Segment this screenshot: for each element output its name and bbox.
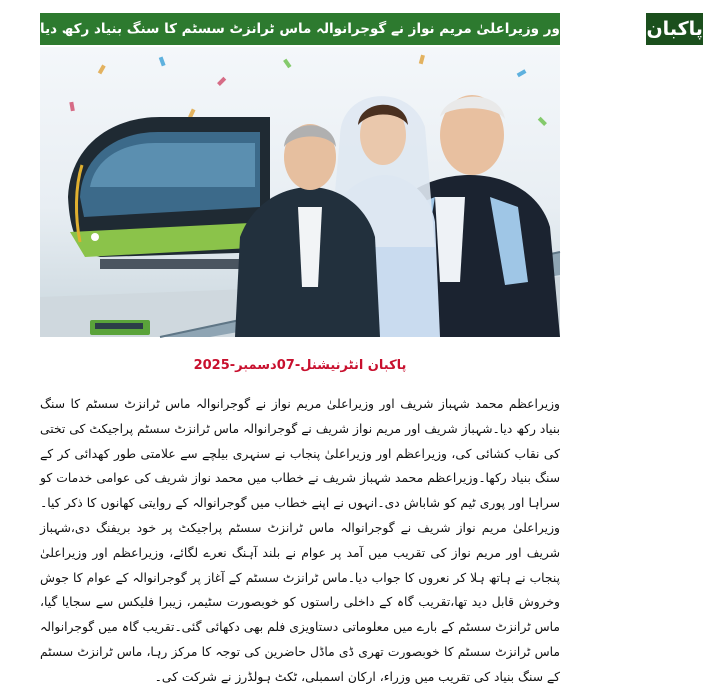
dateline: پاکبان انٹرنیشنل-07دسمبر-2025 (193, 358, 407, 373)
article-body (40, 392, 560, 690)
brand-logo: پاکبان (644, 13, 702, 45)
headline-bar (40, 13, 703, 45)
article-paragraph: وزیراعظم محمد شہباز شریف اور وزیراعلیٰ مریم نواز نے گوجرانوالہ ماس ٹرانزٹ سسٹم کا سنگ بنیاد رکھ دیا۔شہباز شریف اور مریم نواز شریف نے گوجرانوالہ ماس ٹرانزٹ سسٹم پراجیکٹ کی تختی کی نقاب کشائی کی، وزیراعظم اور وزیراعلیٰ پنجاب نے سنہری بیلچے سے علامتی طور کھدائی کر کے سنگ بنیاد رکھا۔وزیراعظم محمد شہباز شریف نے خطاب میں محمد نواز شریف کی عوامی خدمات کو سراہا اور پوری ٹیم کو شاباش دی۔انہوں نے اپنے خطاب میں گوجرانوالہ کے روایتی کھانوں کا ذکر کیا۔وزیراعلیٰ مریم نواز شریف نے گوجرانوالہ ماس ٹرانزٹ سسٹم پراجیکٹ پر خود بریفنگ دی،شہباز شریف اور مریم نواز کی تقریب میں آمد پر عوام نے بلند آہنگ نعرے لگائے، وزیراعظم اور وزیراعلیٰ پنجاب نے ہاتھ ہلا کر نعروں کا جواب دیا۔ماس ٹرانزٹ سسٹم کے آغاز پر گوجرانوالہ کے عوام کا جوش وخروش قابل دید تھا،تقریب گاہ کے داخلی راستوں کو خوبصورت سٹیمر، زیبرا فلیکس سے سجایا گیا، ماس ٹرانزٹ سسٹم کے بارے میں معلوماتی دستاویزی فلم بھی دکھائی گئی۔تقریب گاہ میں گوجرانوالہ ماس ٹرانزٹ سسٹم کا خوبصورت تھری ڈی ماڈل حاضرین کی توجہ کا مرکز رہا، ماس ٹرانزٹ سسٹم کے سنگ بنیاد کی تقریب میں وزراء، ارکان اسمبلی، ٹکٹ ہولڈرز نے شرکت کی۔ (40, 397, 560, 684)
hero-image (40, 47, 560, 337)
headline-text: وزیراعظم اور وزیراعلیٰ مریم نواز نے گوجرانوالہ ماس ٹرانزٹ سسٹم کا سنگ بنیاد رکھ دیا (40, 21, 637, 37)
hero-illustration (40, 47, 560, 337)
bus-left (90, 320, 150, 335)
